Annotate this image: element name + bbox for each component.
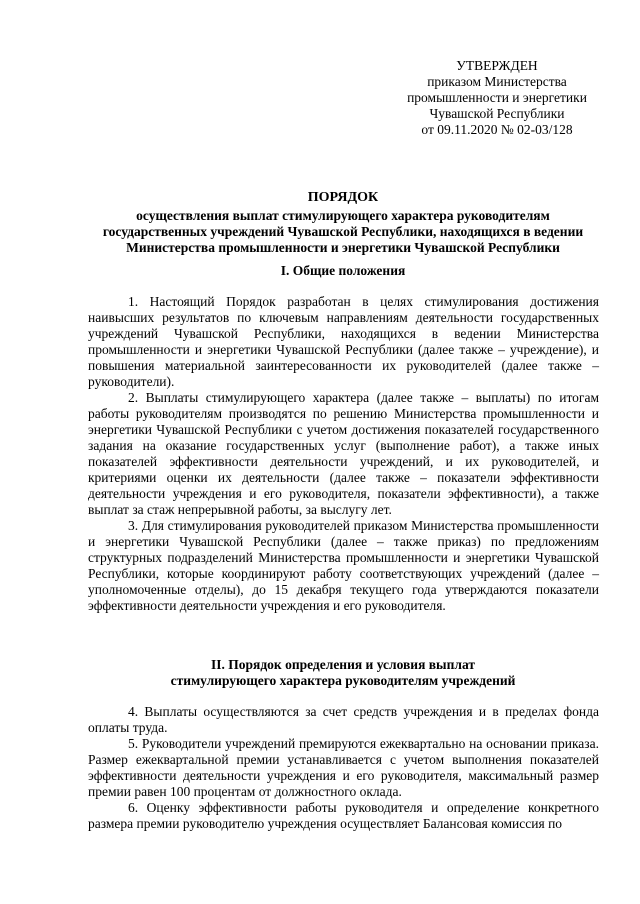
paragraph-5: 5. Руководители учреждений премируются ежеквартально на основании приказа. Размер ежеквартальной премии устанавливается с учетом выполнения показателей эффективности деятельности учреждения и его руководителя, максимальный размер премии равен 100 процентам от должностного оклада. [88, 736, 599, 799]
document-title [88, 190, 598, 256]
approval-line: приказом Министерства [427, 74, 567, 89]
title-main: ПОРЯДОК [307, 190, 379, 205]
section-heading-1: I. Общие положения [280, 263, 406, 278]
approval-line: УТВЕРЖДЕН [456, 58, 538, 73]
approval-stamp [386, 58, 608, 138]
paragraph-6: 6. Оценку эффективности работы руководителя и определение конкретного размера премии руководителю учреждения осуществляет Балансовая комиссия по [88, 800, 599, 831]
approval-line: Чувашской Республики [429, 106, 565, 121]
paragraph-2: 2. Выплаты стимулирующего характера (далее также – выплаты) по итогам работы руководителям производятся по решению Министерства промышленности и энергетики Чувашской Республики с учетом достижения показателей государственного задания на оказание государственных услуг (выполнение работ), а также иных показателей эффективности деятельности учреждений, и их руководителей, и критериями оценки их деятельности (далее также – показатели эффективности деятельности учреждения и его руководителя, показатели эффективности), а также выплат за стаж непрерывной работы, за выслугу лет. [88, 390, 599, 517]
title-subline: государственных учреждений Чувашской Республики, находящихся в ведении [102, 224, 584, 239]
paragraph-1: 1. Настоящий Порядок разработан в целях стимулирования достижения наивысших результатов по ключевым направлениям деятельности государственных учреждений Чувашской Республики, находящихся в ведении Министерства промышленности и энергетики Чувашской Республики (далее также – учреждение), и повышения материальной заинтересованности их руководителей (далее также – руководители). [88, 294, 599, 389]
title-subline: Министерства промышленности и энергетики Чувашской Республики [126, 240, 560, 255]
section-2-body [88, 704, 599, 832]
paragraph-3: 3. Для стимулирования руководителей приказом Министерства промышленности и энергетики Чувашской Республики (далее – также приказ) по предложениям структурных подразделений Министерства промышленности и энергетики Чувашской Республики, которые координируют работу соответствующих учреждений (далее – уполномоченные отделы), до 15 декабря текущего года утверждаются показатели эффективности деятельности учреждения и его руководителя. [88, 518, 599, 613]
title-subline: осуществления выплат стимулирующего характера руководителям [136, 208, 550, 223]
section-1-body [88, 294, 599, 614]
section-heading-line: стимулирующего характера руководителям учреждений [170, 673, 516, 688]
approval-date: от 09.11.2020 № 02-03/128 [421, 122, 573, 137]
paragraph-4: 4. Выплаты осуществляются за счет средств учреждения и в пределах фонда оплаты труда. [88, 704, 599, 735]
approval-line: промышленности и энергетики [407, 90, 587, 105]
section-heading-line: II. Порядок определения и условия выплат [211, 657, 475, 672]
section-heading-2 [88, 657, 598, 689]
